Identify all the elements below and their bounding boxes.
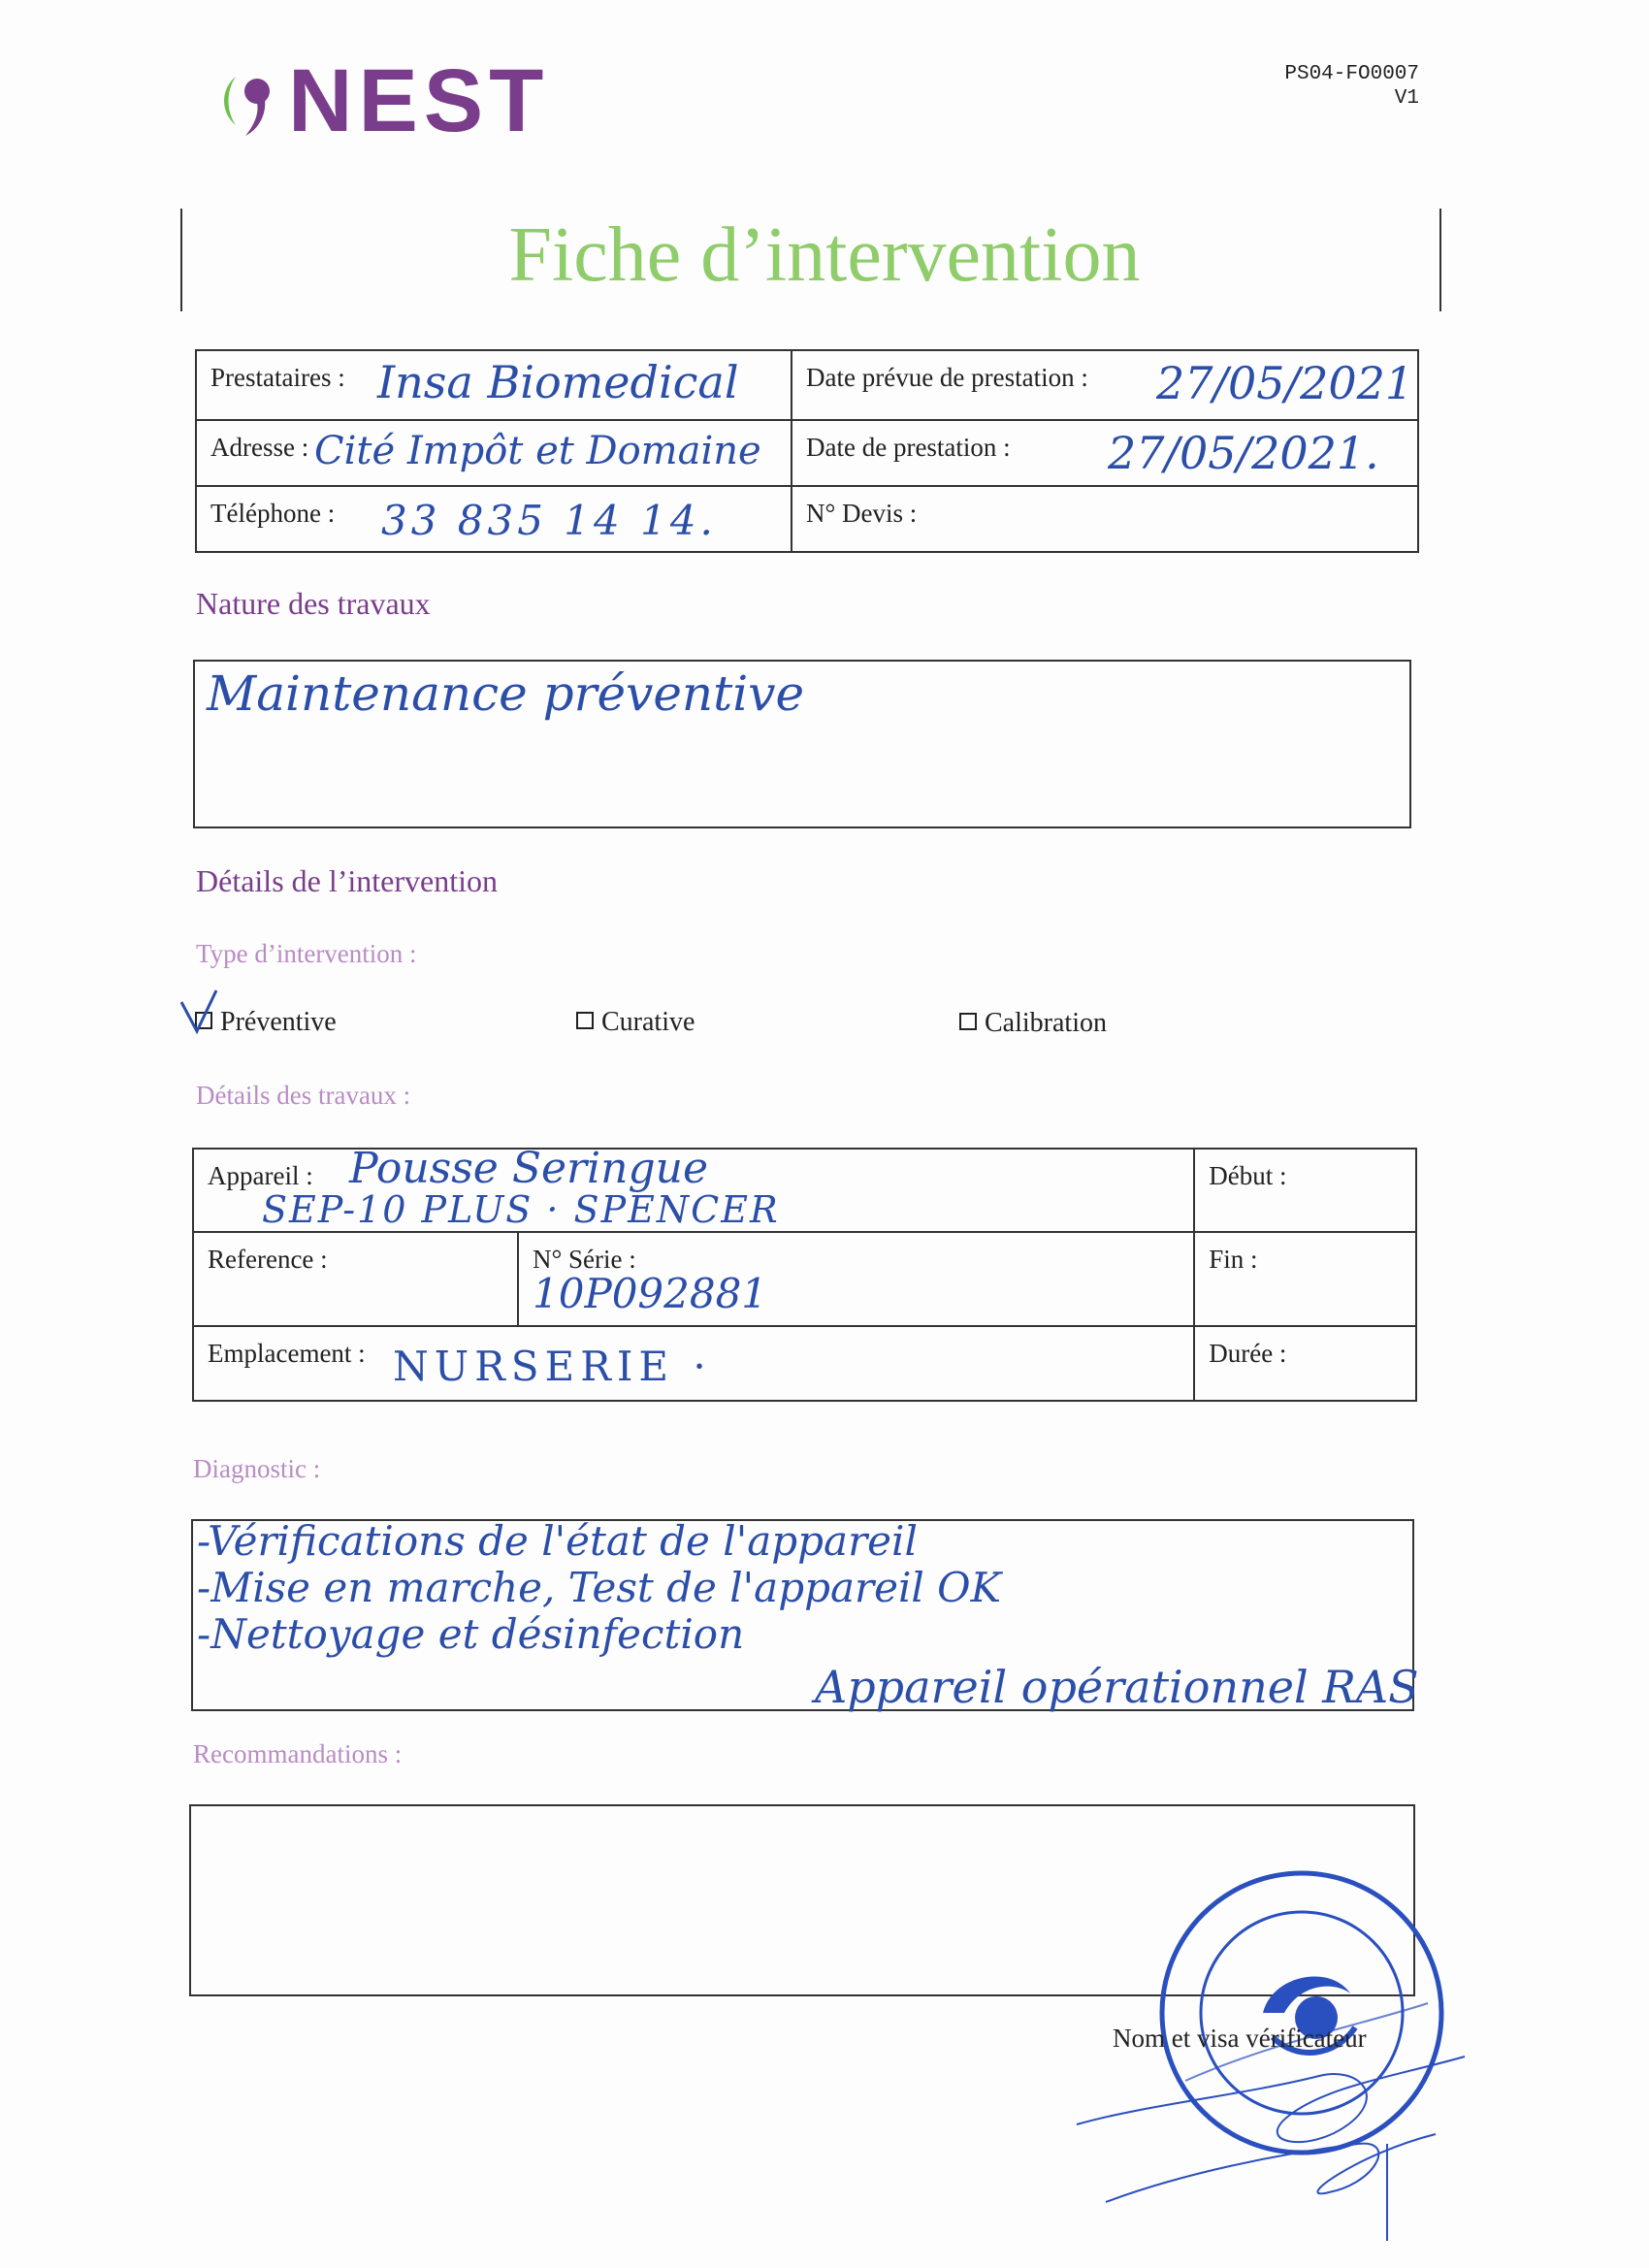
calibration-label: Calibration xyxy=(985,1008,1107,1038)
logo-text: NEST xyxy=(288,51,550,150)
nature-value: Maintenance préventive xyxy=(207,665,805,722)
doc-version: V1 xyxy=(1394,87,1419,110)
serie-label: N° Série : xyxy=(533,1245,636,1274)
fin-label: Fin : xyxy=(1209,1245,1258,1274)
emplacement-value: NURSERIE · xyxy=(393,1343,712,1390)
date-prestation-label: Date de prestation : xyxy=(806,433,1011,462)
devis-cell xyxy=(792,486,1418,552)
appareil-value-line2: SEP-10 PLUS · SPENCER xyxy=(262,1188,780,1231)
appareil-label: Appareil : xyxy=(208,1161,313,1190)
preventive-checkbox[interactable] xyxy=(195,1012,212,1029)
debut-label: Début : xyxy=(1209,1161,1287,1190)
adresse-value: Cité Impôt et Domaine xyxy=(314,429,761,473)
nest-logo xyxy=(218,51,635,150)
telephone-value: 33 835 14 14. xyxy=(381,497,717,544)
check-mark-icon xyxy=(178,988,220,1041)
date-prestation-value: 27/05/2021. xyxy=(1108,427,1379,479)
fin-cell xyxy=(1194,1232,1416,1326)
appareil-cell xyxy=(193,1144,1194,1232)
diagnostic-line-1: -Vérifications de l'état de l'appareil xyxy=(197,1517,918,1565)
details-travaux-label: Détails des travaux : xyxy=(196,1081,411,1110)
option-calibration[interactable] xyxy=(959,1008,1107,1039)
diagnostic-line-3: -Nettoyage et désinfection xyxy=(197,1610,745,1658)
verifier-signature xyxy=(1067,2037,1474,2241)
devis-label: N° Devis : xyxy=(806,499,918,528)
device-table xyxy=(192,1144,1417,1402)
serie-cell xyxy=(518,1232,1194,1326)
duree-cell xyxy=(1194,1326,1416,1401)
verifier-label: Nom et visa vérificateur xyxy=(1113,2024,1367,2053)
preventive-label: Préventive xyxy=(220,1007,337,1037)
curative-label: Curative xyxy=(601,1007,695,1037)
prestataires-cell xyxy=(196,350,792,420)
reference-cell xyxy=(193,1232,518,1326)
date-prestation-cell xyxy=(792,420,1418,486)
diagnostic-line-2: -Mise en marche, Test de l'appareil OK xyxy=(197,1564,1001,1611)
date-prevue-cell xyxy=(792,350,1418,420)
date-prevue-value: 27/05/2021 xyxy=(1156,357,1414,409)
recommandations-label: Recommandations : xyxy=(193,1739,403,1768)
serie-value: 10P092881 xyxy=(533,1270,768,1317)
provider-table xyxy=(195,349,1419,553)
option-curative[interactable] xyxy=(576,1007,695,1038)
telephone-label: Téléphone : xyxy=(210,499,336,528)
telephone-cell xyxy=(196,486,792,552)
date-prevue-label: Date prévue de prestation : xyxy=(806,363,1088,392)
curative-checkbox[interactable] xyxy=(576,1012,594,1029)
page-title: Fiche d’intervention xyxy=(508,212,1141,298)
nature-box xyxy=(193,660,1411,828)
type-intervention-label: Type d’intervention : xyxy=(196,939,417,968)
appareil-value-line1: Pousse Seringue xyxy=(349,1144,709,1193)
diagnostic-conclusion: Appareil opérationnel RAS xyxy=(815,1661,1419,1713)
debut-cell xyxy=(1194,1149,1416,1232)
option-preventive[interactable] xyxy=(195,1007,337,1038)
document-reference xyxy=(1284,62,1419,111)
doc-code: PS04-FO0007 xyxy=(1284,63,1419,85)
logo-leaf-icon xyxy=(218,62,286,140)
adresse-label: Adresse : xyxy=(210,433,309,462)
emplacement-cell xyxy=(193,1326,1194,1401)
diagnostic-label: Diagnostic : xyxy=(193,1454,321,1483)
reference-label: Reference : xyxy=(208,1245,328,1274)
duree-label: Durée : xyxy=(1209,1339,1287,1368)
prestataires-value: Insa Biomedical xyxy=(377,356,739,408)
details-heading: Détails de l’intervention xyxy=(196,863,499,898)
emplacement-label: Emplacement : xyxy=(208,1339,366,1368)
adresse-cell xyxy=(196,420,792,486)
nature-heading: Nature des travaux xyxy=(196,586,431,621)
calibration-checkbox[interactable] xyxy=(959,1013,977,1030)
prestataires-label: Prestataires : xyxy=(210,363,345,392)
